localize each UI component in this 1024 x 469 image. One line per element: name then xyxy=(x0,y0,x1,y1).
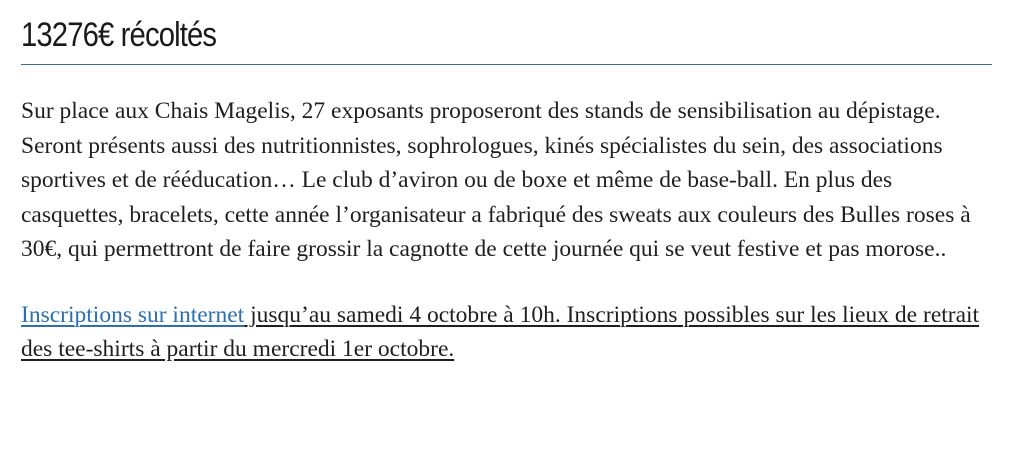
registration-link[interactable]: Inscriptions sur internet xyxy=(21,301,245,328)
section-heading: 13276€ récoltés xyxy=(21,16,217,54)
article-section xyxy=(21,0,993,367)
heading-divider xyxy=(21,64,992,65)
registration-details: jusqu’au samedi 4 octobre à 10h. Inscriptions possibles sur les lieux de retrait des tee-shirts à partir du mercredi 1er octobre. xyxy=(21,301,980,362)
article-paragraph: Sur place aux Chais Magelis, 27 exposants proposeront des stands de sensibilisation au dépistage. Seront présents aussi des nutritionnistes, sophrologues, kinés spécialistes du sein, des associations sportives et de rééducation… Le club d’aviron ou de boxe et même de base-ball. En plus des casquettes, bracelets, cette année l’organisateur a fabriqué des sweats aux couleurs des Bulles roses à 30€, qui permettront de faire grossir la cagnotte de cette journée qui se veut festive et pas morose.. xyxy=(21,98,971,262)
registration-paragraph xyxy=(21,298,986,367)
